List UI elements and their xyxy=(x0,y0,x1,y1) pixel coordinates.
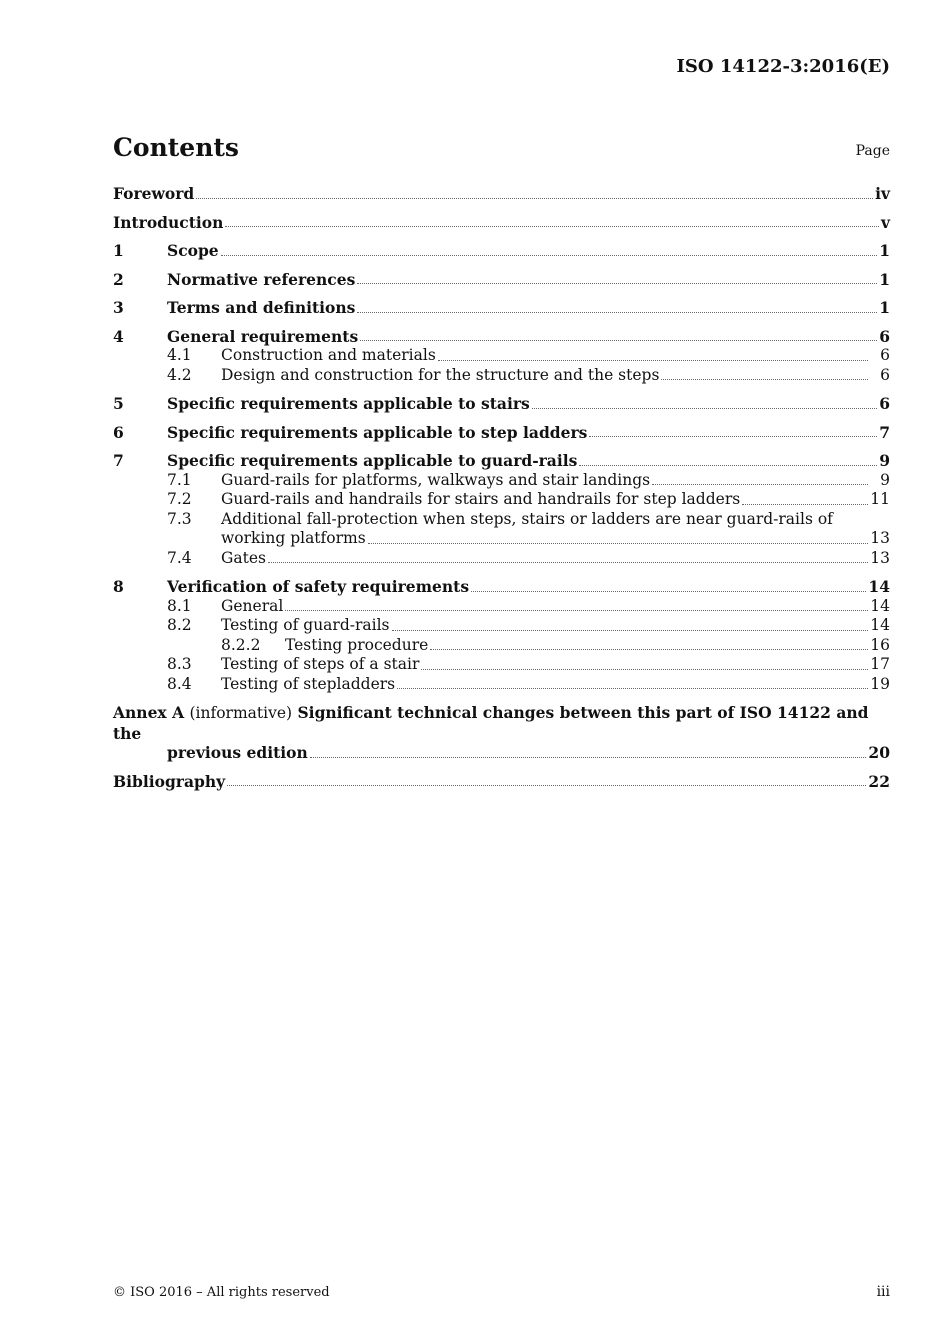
document-id: ISO 14122-3:2016(E) xyxy=(676,56,890,77)
toc-label: Scope xyxy=(167,241,219,260)
toc-number: 7.3 xyxy=(167,509,192,528)
toc-number: 7 xyxy=(113,451,124,470)
dot-leader xyxy=(357,312,877,313)
toc-number: 8.4 xyxy=(167,674,192,693)
toc-label: Testing procedure xyxy=(285,635,429,654)
toc-entry-introduction[interactable] xyxy=(113,213,890,233)
toc-page: 6 xyxy=(880,365,890,384)
toc-number: 4.2 xyxy=(167,365,192,384)
toc-number: 8.3 xyxy=(167,655,192,673)
table-of-contents xyxy=(113,184,890,791)
toc-page: 22 xyxy=(868,771,890,791)
toc-page: 1 xyxy=(879,298,890,317)
toc-label: General xyxy=(221,596,284,615)
toc-page: 20 xyxy=(868,743,890,762)
toc-number: 7.2 xyxy=(167,490,192,508)
toc-label-line1: Additional fall-protection when steps, stairs or ladders are near guard-rails of xyxy=(221,509,833,528)
dot-leader xyxy=(225,226,879,227)
toc-entry-general-requirements[interactable] xyxy=(113,327,890,347)
toc-label: Introduction xyxy=(113,212,224,232)
dot-leader xyxy=(430,649,868,650)
toc-label: Testing of steps of a stair xyxy=(221,655,420,673)
toc-page: 7 xyxy=(879,422,890,442)
page-number: iii xyxy=(876,1284,890,1300)
toc-label: Construction and materials xyxy=(221,346,436,364)
dot-leader xyxy=(589,436,877,437)
toc-entry-stairs[interactable] xyxy=(113,394,890,414)
toc-entry-annex-a[interactable] xyxy=(113,694,890,763)
dot-leader xyxy=(392,630,868,631)
copyright-notice: © ISO 2016 – All rights reserved xyxy=(113,1285,330,1300)
toc-label: Foreword xyxy=(113,184,195,203)
dot-leader xyxy=(368,543,869,544)
dot-leader xyxy=(471,591,866,592)
toc-entry-scope[interactable] xyxy=(113,241,890,261)
toc-label: Testing of guard-rails xyxy=(221,616,390,634)
toc-page: 9 xyxy=(879,451,890,470)
toc-number: 8 xyxy=(113,577,124,596)
toc-entry-8-2-2[interactable] xyxy=(113,636,890,656)
toc-number: 7.4 xyxy=(167,548,192,567)
dot-leader xyxy=(438,360,868,361)
toc-entry-8-1[interactable] xyxy=(113,597,890,617)
toc-entry-8-3[interactable] xyxy=(113,655,890,675)
toc-entry-foreword[interactable] xyxy=(113,184,890,204)
toc-label: Testing of stepladders xyxy=(221,674,396,693)
toc-page: 6 xyxy=(879,326,890,346)
toc-number: 1 xyxy=(113,241,124,260)
dot-leader xyxy=(357,283,877,284)
toc-number: 8.1 xyxy=(167,596,192,615)
toc-page: 14 xyxy=(870,616,890,634)
dot-leader xyxy=(397,688,868,689)
toc-page: 17 xyxy=(870,655,890,673)
toc-number: 5 xyxy=(113,394,124,413)
toc-page: 14 xyxy=(868,577,890,596)
dot-leader xyxy=(421,669,868,670)
toc-page: 13 xyxy=(870,548,890,567)
toc-page: 6 xyxy=(879,394,890,413)
toc-entry-terms-definitions[interactable] xyxy=(113,298,890,318)
toc-label: Bibliography xyxy=(113,771,226,791)
toc-entry-4-1[interactable] xyxy=(113,346,890,366)
dot-leader xyxy=(742,504,868,505)
toc-label-line1: Significant technical changes between this part of ISO 14122 and the xyxy=(113,703,869,743)
dot-leader xyxy=(268,562,868,563)
toc-label: Terms and definitions xyxy=(167,298,356,317)
toc-label: Gates xyxy=(221,548,266,567)
toc-number: 7.1 xyxy=(167,470,192,489)
toc-page: 13 xyxy=(870,529,890,547)
toc-label-line2: working platforms xyxy=(221,529,366,547)
toc-entry-normative-references[interactable] xyxy=(113,270,890,290)
dot-leader xyxy=(532,408,877,409)
toc-entry-4-2[interactable] xyxy=(113,366,890,386)
toc-label: General requirements xyxy=(167,326,359,346)
dot-leader xyxy=(227,785,866,786)
toc-page: iv xyxy=(875,184,890,203)
dot-leader xyxy=(360,340,877,341)
toc-entry-verification[interactable] xyxy=(113,577,890,597)
toc-number: 4.1 xyxy=(167,346,192,364)
dot-leader xyxy=(221,255,878,256)
toc-page: 11 xyxy=(870,490,890,508)
contents-title: Contents xyxy=(113,133,240,162)
toc-entry-bibliography[interactable] xyxy=(113,772,890,792)
toc-page: 19 xyxy=(870,674,890,693)
toc-page: 14 xyxy=(870,596,890,615)
toc-page: 6 xyxy=(880,346,890,364)
dot-leader xyxy=(579,465,877,466)
toc-number: 8.2 xyxy=(167,616,192,634)
toc-entry-7-3[interactable] xyxy=(113,510,890,549)
toc-page: 9 xyxy=(880,470,890,489)
toc-label: Verification of safety requirements xyxy=(167,577,470,596)
toc-entry-7-4[interactable] xyxy=(113,549,890,569)
annex-qualifier: (informative) xyxy=(189,704,293,722)
toc-entry-8-2[interactable] xyxy=(113,616,890,636)
toc-number: 2 xyxy=(113,269,124,289)
toc-label: Specific requirements applicable to step ladders xyxy=(167,422,588,442)
dot-leader xyxy=(661,379,868,380)
dot-leader xyxy=(196,198,873,199)
toc-label: Specific requirements applicable to stairs xyxy=(167,394,530,413)
toc-entry-7-2[interactable] xyxy=(113,490,890,510)
toc-number: 8.2.2 xyxy=(221,635,261,654)
dot-leader xyxy=(310,757,867,758)
toc-number: 6 xyxy=(113,422,124,442)
toc-entry-step-ladders[interactable] xyxy=(113,423,890,443)
annex-prefix: Annex A xyxy=(113,703,185,722)
toc-label: Specific requirements applicable to guard-rails xyxy=(167,451,578,470)
toc-number: 3 xyxy=(113,298,124,317)
toc-label-line2: previous edition xyxy=(167,743,308,762)
toc-label: Design and construction for the structure and the steps xyxy=(221,365,660,384)
toc-entry-8-4[interactable] xyxy=(113,675,890,695)
toc-page: 16 xyxy=(870,635,890,654)
toc-number: 4 xyxy=(113,326,124,346)
toc-label: Guard-rails and handrails for stairs and handrails for step ladders xyxy=(221,490,741,508)
dot-leader xyxy=(652,484,868,485)
toc-page: 1 xyxy=(879,241,890,260)
toc-entry-7-1[interactable] xyxy=(113,471,890,491)
toc-page: 1 xyxy=(879,269,890,289)
dot-leader xyxy=(285,610,868,611)
page-column-label: Page xyxy=(855,143,890,159)
toc-page: v xyxy=(880,212,890,232)
toc-label: Normative references xyxy=(167,269,356,289)
toc-entry-guard-rails[interactable] xyxy=(113,451,890,471)
toc-label: Guard-rails for platforms, walkways and stair landings xyxy=(221,470,651,489)
